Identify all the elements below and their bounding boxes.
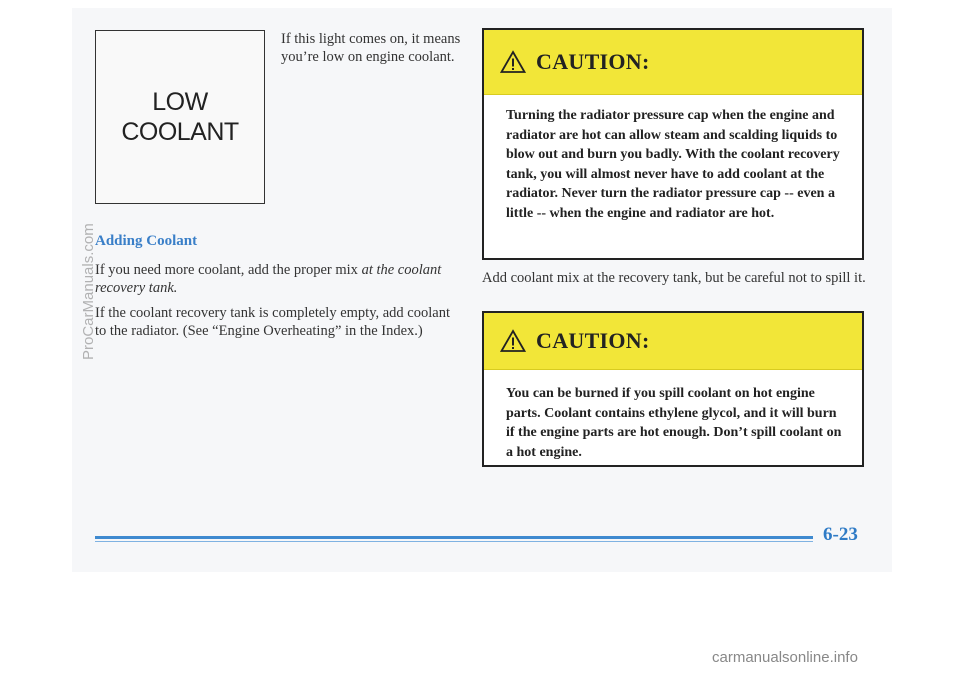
- caution-title: CAUTION:: [536, 328, 650, 353]
- footer-site-text: carmanualsonline.info: [712, 649, 858, 666]
- caution-box-spill: [482, 311, 864, 467]
- indicator-line-low: LOW: [152, 88, 208, 116]
- caution-body-text: You can be burned if you spill coolant on hot engine parts. Coolant contains ethylene glycol, and it will burn if the engine parts are hot enough. Don’t spill coolant on a hot engine.: [506, 386, 842, 460]
- footer-rule: [95, 536, 813, 539]
- paragraph-add-mix: [95, 261, 455, 297]
- paragraph-recovery-tank: Add coolant mix at the recovery tank, but be careful not to spill it.: [482, 270, 866, 286]
- watermark-text: ProCarManuals.com: [80, 223, 97, 360]
- footer-rule-thin: [95, 541, 813, 542]
- caution-box-pressure-cap: [482, 28, 864, 260]
- section-heading-adding-coolant: Adding Coolant: [95, 233, 198, 249]
- warning-triangle-icon: [500, 329, 526, 353]
- paragraph-add-mix-emphasis: at the coolant recovery tank.: [95, 262, 442, 296]
- caution-body-text: Turning the radiator pressure cap when the engine and radiator are hot can allow steam and scalding liquids to blow out and burn you badly. With the coolant recovery tank, you will almost never have to add coolant at the radiator. Never turn the radiator pressure cap -- even a little -- when the engine and radiator are hot.: [506, 108, 840, 221]
- indicator-intro-text: If this light comes on, it means you’re low on engine coolant.: [281, 31, 461, 65]
- page-number: 6-23: [823, 524, 858, 545]
- paragraph-empty-tank: If the coolant recovery tank is completely empty, add coolant to the radiator. (See “Engine Overheating” in the Index.): [95, 305, 450, 339]
- caution-header: [484, 313, 862, 370]
- caution-title: CAUTION:: [536, 49, 650, 74]
- warning-triangle-icon: [500, 50, 526, 74]
- caution-header: [484, 30, 862, 95]
- low-coolant-indicator-illustration: [95, 30, 265, 204]
- indicator-line-coolant: COOLANT: [121, 118, 239, 146]
- paragraph-add-mix-text: If you need more coolant, add the proper mix: [95, 262, 362, 278]
